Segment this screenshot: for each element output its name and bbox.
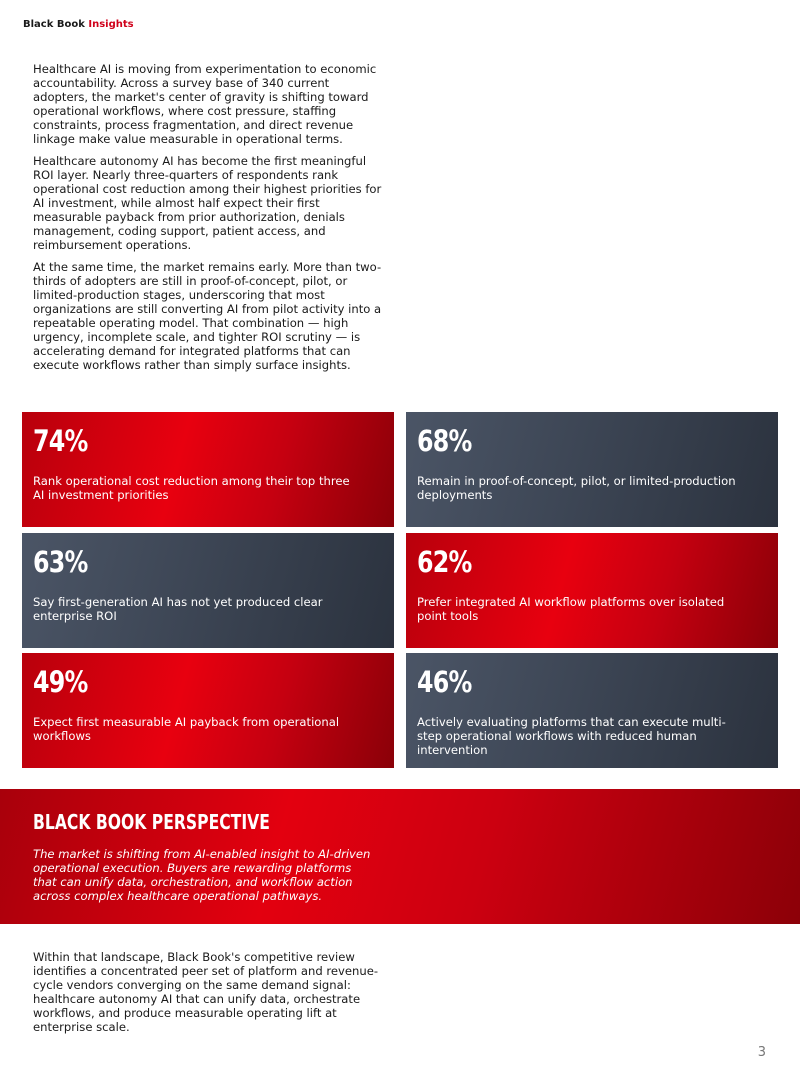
stat-card-integrated-platforms <box>406 533 778 648</box>
intro-paragraph-1: Healthcare AI is moving from experimentation to economic accountability. Across a survey base of 340 current adopters, the market's center of gravity is shifting toward operational workflows, where cost pressure, staffing constraints, process fragmentation, and direct revenue linkage make value measurable in operational terms. <box>33 62 377 146</box>
stat-card-evaluating <box>406 653 778 768</box>
stat-description: Say first-generation AI has not yet produced clear enterprise ROI <box>33 595 323 623</box>
stat-description: Rank operational cost reduction among their top three AI investment priorities <box>33 474 350 502</box>
outro-paragraph: Within that landscape, Black Book's competitive review identifies a concentrated peer set of platform and revenue-cycle vendors converging on the same demand signal: healthcare autonomy AI that can unify data, orchestrate workflows, and produce measurable operating lift at enterprise scale. <box>33 950 379 1034</box>
perspective-body: The market is shifting from AI-enabled insight to AI-driven operational execution. Buyers are rewarding platforms that can unify data, orchestration, and workflow action across complex healthcare operational pathways. <box>33 847 371 903</box>
intro-paragraph-2: Healthcare autonomy AI has become the first meaningful ROI layer. Nearly three-quarters of respondents rank operational cost reduction among their highest priorities for AI investment, while almost half expect their first measurable payback from prior authorization, denials management, coding support, patient access, and reimbursement operations. <box>33 154 382 252</box>
stat-description: Prefer integrated AI workflow platforms over isolated point tools <box>417 595 725 623</box>
stat-description: Expect first measurable AI payback from operational workflows <box>33 715 340 743</box>
stat-card-payback <box>22 653 394 768</box>
intro-paragraph-3: At the same time, the market remains early. More than two-thirds of adopters are still in proof-of-concept, pilot, or limited-production stages, underscoring that most organizations are still converting AI from pilot activity into a repeatable operating model. That combination — high urgency, incomplete scale, and tighter ROI scrutiny — is accelerating demand for integrated platforms that can execute workflows rather than simply surface insights. <box>33 260 382 372</box>
stat-description: Actively evaluating platforms that can execute multi-step operational workflows with reduced human intervention <box>417 715 726 757</box>
stat-value: 62% <box>417 545 472 579</box>
stat-value: 68% <box>417 424 472 458</box>
perspective-title: BLACK BOOK PERSPECTIVE <box>33 810 270 834</box>
stat-card-cost-reduction <box>22 412 394 527</box>
stat-value: 46% <box>417 665 472 699</box>
stat-description: Remain in proof-of-concept, pilot, or limited-production deployments <box>417 474 736 502</box>
stat-card-no-roi <box>22 533 394 648</box>
page-number: 3 <box>757 1045 766 1060</box>
stat-value: 63% <box>33 545 88 579</box>
stat-value: 49% <box>33 665 88 699</box>
section-name: Insights <box>88 19 134 30</box>
stat-value: 74% <box>33 424 88 458</box>
stat-card-pilot-stage <box>406 412 778 527</box>
brand-name: Black Book <box>23 19 85 30</box>
page-header <box>23 19 134 30</box>
intro-section <box>33 62 385 380</box>
perspective-banner <box>0 789 800 924</box>
